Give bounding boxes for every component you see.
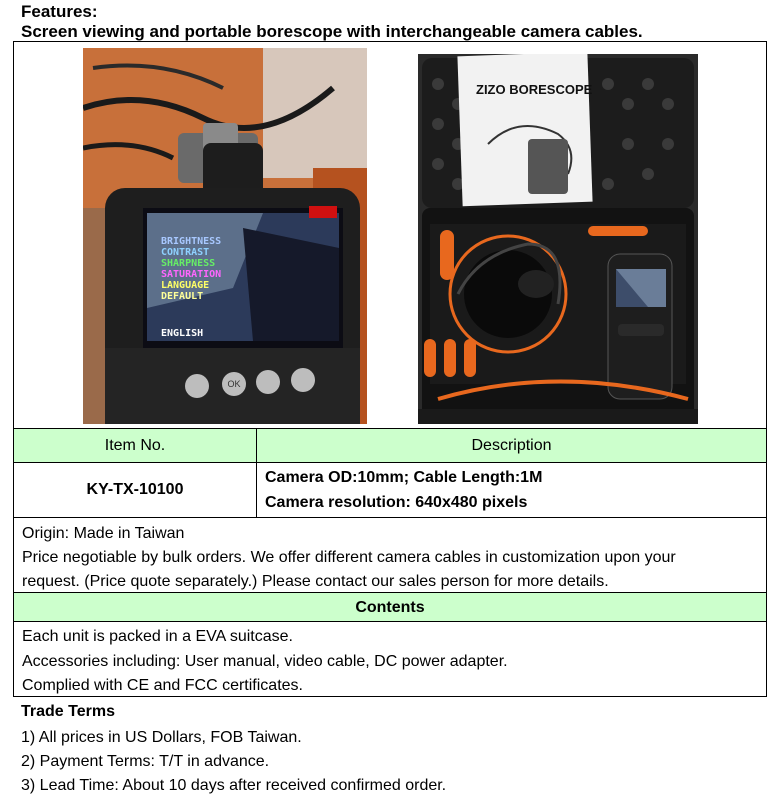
contents-line: Complied with CE and FCC certificates. [22,677,303,694]
item-no-value: KY-TX-10100 [14,463,257,518]
menu-item: LANGUAGE [161,280,210,291]
borescope-screen-photo [83,48,367,424]
trade-term-line: 1) All prices in US Dollars, FOB Taiwan. [21,729,302,746]
menu-item: SHARPNESS [161,258,216,269]
trade-terms [21,701,446,798]
info-section [13,517,767,593]
info-line: request. (Price quote separately.) Please contact our sales person for more details. [22,573,609,590]
item-no-header: Item No. [14,429,257,463]
menu-item: BRIGHTNESS [161,236,222,247]
spec-table [13,428,767,518]
borescope-case-photo [418,54,698,424]
contents-line: Each unit is packed in a EVA suitcase. [22,628,293,645]
trade-term-line: 2) Payment Terms: T/T in advance. [21,753,270,770]
contents-line: Accessories including: User manual, video cable, DC power adapter. [22,652,508,670]
description-header: Description [257,429,767,463]
contents-header: Contents [13,592,767,622]
device-button [185,374,209,398]
device-button [256,370,280,394]
features-subtitle: Screen viewing and portable borescope with interchangeable camera cables. [21,22,643,41]
description-line: Camera OD:10mm; Cable Length:1M [265,469,543,486]
menu-language: ENGLISH [161,328,204,339]
contents-section [13,621,767,697]
menu-item: CONTRAST [161,247,210,258]
trade-term-line: 3) Lead Time: About 10 days after received confirmed order. [21,777,447,794]
description-line: Camera resolution: 640x480 pixels [265,494,528,511]
product-photos [13,41,767,429]
device-button [291,368,315,392]
origin-line: Origin: Made in Taiwan [22,525,185,542]
trade-terms-title: Trade Terms [21,703,115,720]
features-title: Features: [21,2,98,21]
description-value [257,463,767,518]
menu-item: DEFAULT [161,291,204,302]
menu-item: SATURATION [161,269,222,280]
manual-title: ZIZO BORESCOPE [476,82,593,97]
device-button-label: OK [227,379,241,389]
features-heading [21,2,643,42]
info-line: Price negotiable by bulk orders. We offer different camera cables in customization upon your [22,549,676,566]
